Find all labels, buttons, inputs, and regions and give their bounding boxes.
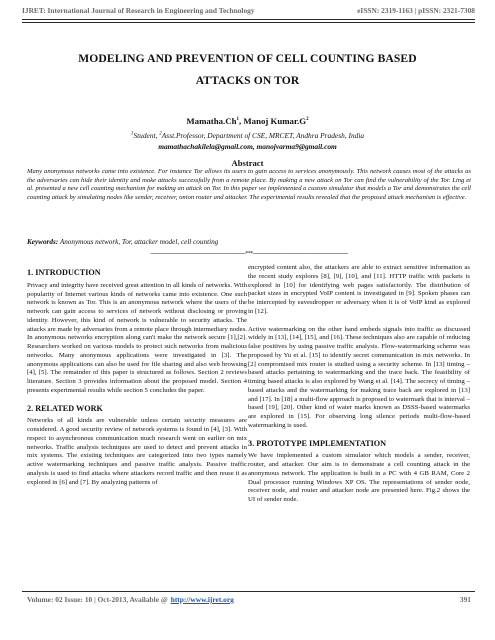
footer-volume: Volume: 02 Issue: 10 | Oct-2013, Available @ [27,595,168,604]
author-1: Mamatha.Ch [186,116,237,126]
affil-part-1: Student, [133,131,160,140]
page-number: 391 [459,595,471,604]
header-rule [22,19,475,20]
author-sep: , [238,116,244,126]
title-line-1: MODELING AND PREVENTION OF CELL COUNTING BASED [78,52,417,65]
right-paragraph-1: encrypted content also, the attackers are able to extract sensitive information as the recent study explores [8], [9], [10], and [11]. HTTP traffic with packets is explored in [10] for identifying web pages satisfactorily. The distribution of packet sizes in encrypted VoIP content is investigated in [9]. Spoken phases can be intercepted by eavesdropper or adversary when it is of VoIP kind as explored in [12]. [248,264,470,315]
keywords-text: Anonymous network, Tor, attacker model, cell counting [58,238,219,246]
footer-rule [22,591,475,592]
footer-volume-info [27,595,234,604]
issn: eISSN: 2319-1163 | pISSN: 2321-7308 [357,6,475,15]
related-work-paragraph: Networks of all kinds are vulnerable unless certain security measures are considered. A good security review of network systems is found in [4], [3]. With respect to asynchronous communication much research went on earlier on mix networks. Traffic analysis techniques are used to detect and prevent attacks in mix systems. The existing techniques are categorized into two types namely active watermarking techniques and passive traffic analysis. Passive traffic analysis is used to find attacks where attackers record traffic and then reuse it as explored in [6] and [7]. By analyzing patterns of [27,417,247,486]
affiliation [0,131,495,140]
section-divider: --------------------------------------------------------------------***-------------------------------------------------------------------- [150,251,348,257]
left-column [27,264,247,496]
intro-paragraph: Privacy and integrity have received great attention in all kinds of networks. With popularity of Internet various kinds of networks came into existence. One such network is known as Tor. This is an anonymous network where the users of the network can gain access to services of network without disclosing or proving identity. However, this kind of network is vulnerable to security attacks. The attacks are made by adversaries from a remote place through intermediary nodes. In anonymous networks encryption along can't make the network secure [1],[2]. Researchers worked on various models to protect such networks from malicious networks. Many anonymous applications were investigated in [3]. The anonymous applications can also be used for file sharing and also web browsing [4], [5]. The remainder of this paper is structured as follows. Section 2 reviews literature. Section 3 provides information about the proposed model. Section 4 presents experimental results while section 5 concludes the paper. [27,281,247,394]
author-2: Manoj Kumar.G [243,116,307,126]
related-work-heading: 2. RELATED WORK [27,403,103,413]
abstract-body: Many anonymous networks came into existence. For instance Tor allows its users to gain access to services anonymously. This network causes most of the attacks as the adversaries can hide their identity and make attacks successfully from a remote place. By making a new attack on Tor can find the vulnerability of the Tor. Ling et al. presented a new cell counting mechanism for making an attack on Tor. In this paper we implemented a custom simulator that models a Tor and demonstrates the cell counting attack by simulating nodes like sender, receiver, onion router and attacker. The experimental results revealed that the proposed attack mechanism is effective. [27,168,471,201]
right-column [248,264,470,514]
journal-header [22,6,475,15]
header-rule-thin [22,22,475,23]
intro-heading: 1. INTRODUCTION [27,268,101,277]
right-paragraph-2: Active watermarking on the other hand embeds signals into traffic as discussed widely in [13], [14], [15], and [16]. These techniques also are capable of reducing false positives by using passive traffic analysis. Flow-watermarking scheme was proposed by Yu et al. [15] to identify secret communication in mix networks. In [2] compromised mix router is studied using a security scheme. In [13] timing – based attacks pertaining to watermarking and the trace back. The feasibility of timing based attacks is also explored by Wang et al. [14]. The secrecy of timing – based attacks and the watermarking for making trace back are explored in [13] and [17]. In [18] a multi-flow approach is proposed to watermark that is interval – based [19], [20]. Other kind of water marks known as DSSS-based watermarks are explored in [15]. For observing long silence periods multi-flow-based watermarking is used. [248,325,470,429]
affil-sup-2: 2 [159,131,162,137]
journal-url-link[interactable]: http://www.ijret.org [170,595,234,604]
keywords [27,238,471,246]
journal-name: IJRET: International Journal of Research in Engineering and Technology [22,6,255,15]
affil-part-2: Asst.Professor, Department of CSE, MRCET, Andhra Pradesh, India [161,131,365,140]
title-line-2: ATTACKS ON TOR [195,74,300,87]
authors [0,116,495,126]
author-1-sup: 1 [236,117,239,123]
page-footer [27,595,471,604]
affil-sup-1: 1 [130,131,134,137]
abstract-heading: Abstract [231,158,264,168]
prototype-paragraph: We have implemented a custom simulator which models a sender, receiver, router, and attacker. Our aim is to demonstrate a cell counting attack in the anonymous network. The application is built in a PC with 4 GB RAM, Core 2 Dual processor running Windows XP OS. The representations of sender node, receiver node, and router and attacker node are presented here. Fig.2 shows the UI of sender node. [248,452,470,503]
keywords-label: Keywords: [27,238,59,246]
prototype-heading: 3. PROTOTYPE IMPLEMENTATION [248,438,387,448]
author-emails: mamathachakilela@gmail.com, manojvarma9@gmail.com [158,142,337,151]
paper-title [30,48,465,92]
author-2-sup: 2 [306,117,309,123]
